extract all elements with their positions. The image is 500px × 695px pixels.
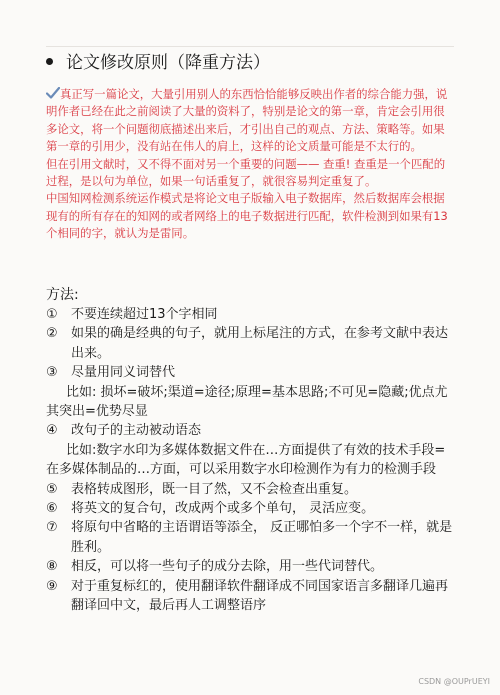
- methods-list: [46, 305, 456, 616]
- method-item: [46, 518, 456, 557]
- intro-paragraph-2: 但在引用文献时，又不得不面对另一个重要的问题—— 查重! 查重是一个匹配的过程，是以句为单位，如果一句话重复了，就很容易判定重复了。: [46, 156, 446, 189]
- method-number: ⑥: [46, 501, 58, 517]
- method-number: ①: [46, 307, 58, 322]
- method-example: 比如: 损坏=破坏;渠道=途径;原理=基本思路;不可见=隐藏;优点尤其突出=优势尽显: [46, 384, 448, 420]
- method-item: [46, 577, 456, 616]
- method-item: [46, 557, 456, 576]
- method-text: 将原句中省略的主语谓语等添全， 反正哪怕多一个字不一样，就是胜利。: [71, 520, 453, 555]
- method-text: 尽量用同义词替代: [71, 365, 176, 381]
- method-item: [46, 363, 456, 382]
- method-number: ⑧: [46, 559, 58, 575]
- top-divider: [46, 46, 454, 47]
- bullet-dot-icon: [46, 58, 53, 65]
- method-text: 相反，可以将一些句子的成分去除，用一些代词替代。: [71, 559, 384, 575]
- method-number: ⑦: [46, 520, 58, 536]
- method-example: 比如:数字水印为多媒体数据文件在…方面提供了有效的技术手段=在多媒体制品的…方面，可以采用数字水印检测作为有力的检测手段: [46, 442, 446, 478]
- check-mark-icon: [46, 87, 60, 99]
- methods-title: 方法:: [46, 287, 79, 303]
- method-text: 不要连续超过13个字相同: [71, 307, 218, 322]
- intro-paragraph-3: 中国知网检测系统运作模式是将论文电子版输入电子数据库，然后数据库会根据现有的所有存在的知网的或者网络上的电子数据进行匹配，软件检测到如果有13个相同的字，就认为是雷同。: [46, 191, 448, 241]
- method-number: ③: [46, 365, 58, 381]
- method-text: 表格转成图形，既一目了然，又不会检查出重复。: [71, 481, 358, 497]
- method-number: ④: [46, 423, 58, 439]
- method-number: ②: [46, 326, 58, 342]
- method-text: 对于重复标红的，使用翻译软件翻译成不同国家语言多翻译几遍再翻译回中文，最后再人工调整语序: [71, 578, 449, 614]
- method-item: [46, 480, 456, 499]
- intro-paragraph-1-text: 真正写一篇论文，大量引用别人的东西恰恰能够反映出作者的综合能力强，说明作者已经在此之前阅读了大量的资料了，特别是论文的第一章，肯定会引用很多论文，将一个问题彻底描述出来后，才引出自己的观点、方法、策略等。如果第一章的引用少，没有站在伟人的肩上，这样的论文质量可能是不太行的。: [46, 87, 448, 154]
- source-watermark: CSDN @OUPrUEYI: [418, 677, 490, 686]
- method-number: ⑤: [46, 481, 58, 497]
- method-number: ⑨: [46, 578, 58, 594]
- intro-paragraph-1: [46, 86, 456, 156]
- method-item: [46, 421, 456, 440]
- method-text: 改句子的主动被动语态: [71, 423, 202, 439]
- heading-text: 论文修改原则（降重方法）: [66, 53, 270, 73]
- intro-text-block: [46, 86, 456, 243]
- method-item: [46, 324, 456, 363]
- method-text: 将英文的复合句，改成两个或多个单句， 灵活应变。: [71, 501, 375, 517]
- method-text: 如果的确是经典的句子，就用上标尾注的方式，在参考文献中表达出来。: [71, 326, 449, 361]
- method-item: [46, 305, 456, 324]
- section-heading: [46, 52, 270, 74]
- method-item: [46, 499, 456, 518]
